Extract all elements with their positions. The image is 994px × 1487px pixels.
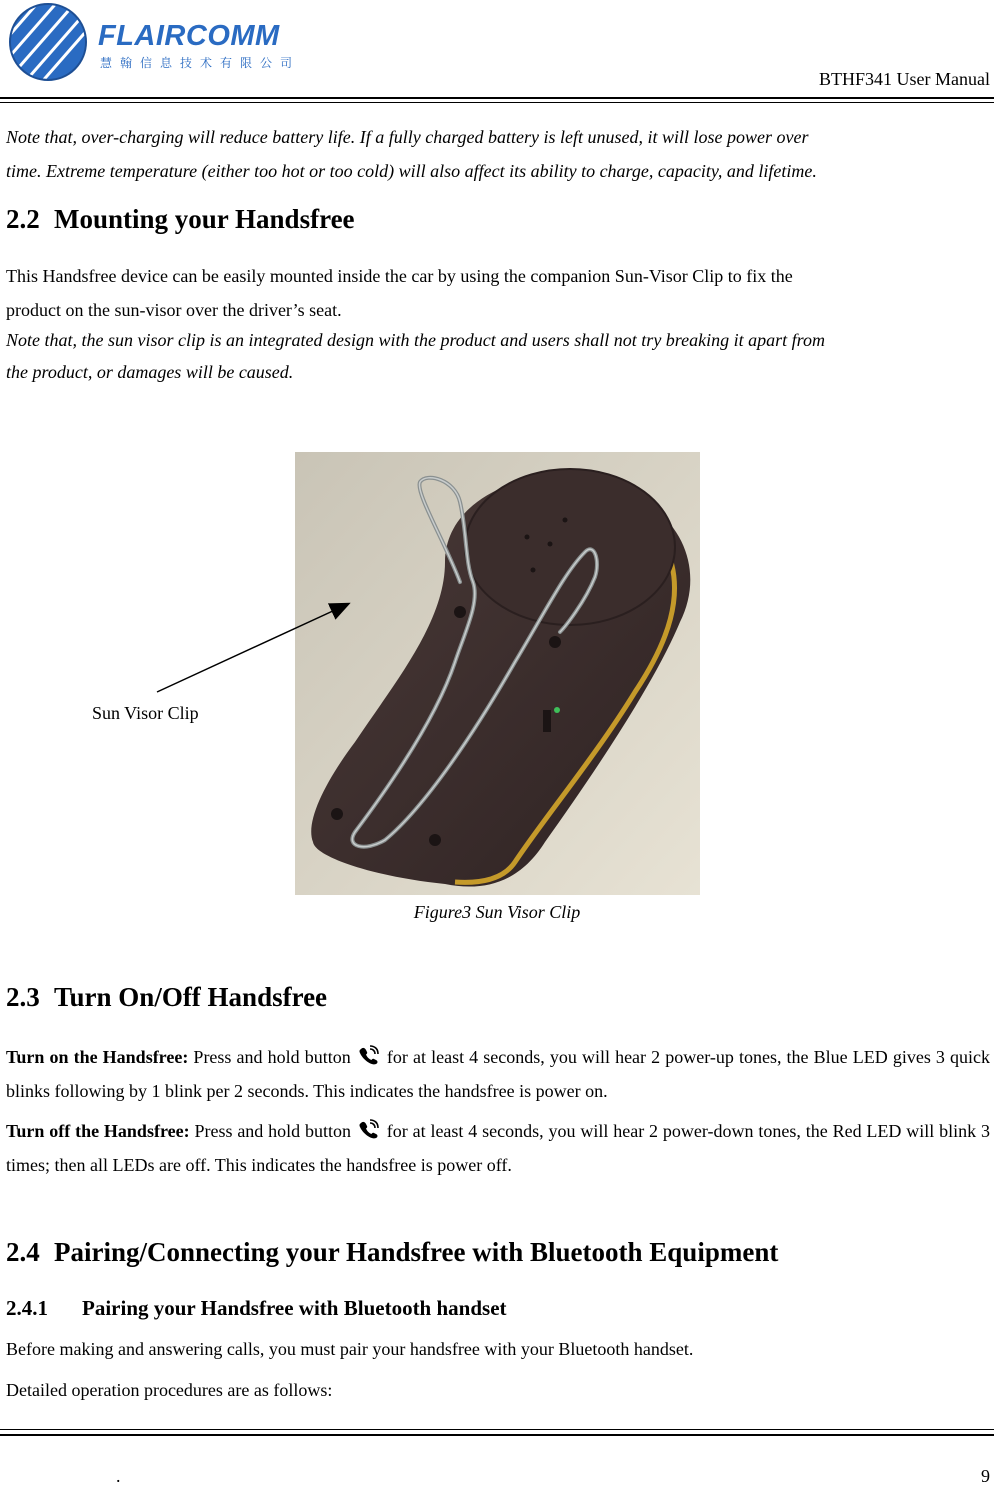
callout-arrow [0, 590, 360, 700]
section-2-4-1-heading [6, 1296, 507, 1321]
mounting-paragraph-line-2: product on the sun-visor over the driver’s seat. [6, 300, 342, 320]
mounting-note-line-1: Note that, the sun visor clip is an integrated design with the product and users shall not try breaking it apart from [6, 330, 825, 350]
section-title: Turn On/Off Handsfree [54, 982, 328, 1012]
footer-rule-thin [0, 1429, 994, 1430]
intro-note-line-2: time. Extreme temperature (either too hot or too cold) will also affect its ability to charge, capacity, and lifetime. [6, 161, 817, 181]
header-rule-thin [0, 102, 994, 103]
footer-rule-thick [0, 1434, 994, 1436]
callout-label: Sun Visor Clip [92, 703, 199, 723]
section-2-2-heading [6, 204, 355, 235]
section-title: Mounting your Handsfree [54, 204, 355, 234]
phone-handset-icon [358, 1045, 380, 1065]
turn-on-paragraph [6, 1040, 990, 1108]
figure-caption: Figure3 Sun Visor Clip [413, 902, 581, 922]
mounting-note-line-2: the product, or damages will be caused. [6, 362, 294, 382]
document-title: BTHF341 User Manual [819, 69, 990, 89]
turn-off-paragraph [6, 1114, 990, 1182]
logo-chinese-name: 慧翰信息技术有限公司 [100, 56, 301, 70]
page-number: 9 [981, 1466, 990, 1486]
subsection-title: Pairing your Handsfree with Bluetooth handset [82, 1296, 507, 1320]
logo-wordmark: FLAIRCOMM [98, 20, 280, 52]
flaircomm-logo-icon [6, 2, 90, 82]
section-2-4-heading [6, 1237, 778, 1268]
turn-on-text-b: for at least 4 seconds, you will hear 2 power-up tones, the Blue LED gives 3 quick blinks following by 1 blink per 2 seconds. This indicates the handsfree is power on. [6, 1047, 991, 1101]
pairing-paragraph-1: Before making and answering calls, you must pair your handsfree with your Bluetooth handset. [6, 1339, 694, 1359]
turn-off-text-a: Press and hold button [189, 1121, 356, 1141]
header-rule-thick [0, 97, 994, 99]
footer-dot: . [116, 1466, 121, 1486]
section-number: 2.3 [6, 982, 40, 1012]
turn-off-text-b: for at least 4 seconds, you will hear 2 power-down tones, the Red LED will blink 3 times; then all LEDs are off. This indicates the handsfree is power off. [6, 1121, 991, 1175]
section-number: 2.4 [6, 1237, 40, 1267]
pairing-paragraph-2: Detailed operation procedures are as follows: [6, 1380, 333, 1400]
turn-off-lead: Turn off the Handsfree: [6, 1121, 190, 1141]
section-title: Pairing/Connecting your Handsfree with Bluetooth Equipment [54, 1237, 779, 1267]
subsection-number: 2.4.1 [6, 1296, 48, 1320]
phone-handset-icon [358, 1119, 380, 1139]
section-2-3-heading [6, 982, 327, 1013]
turn-on-text-a: Press and hold button [188, 1047, 356, 1067]
section-number: 2.2 [6, 204, 40, 234]
intro-note-line-1: Note that, over-charging will reduce battery life. If a fully charged battery is left unused, it will lose power over [6, 127, 809, 147]
mounting-paragraph-line-1: This Handsfree device can be easily mounted inside the car by using the companion Sun-Visor Clip to fix the [6, 266, 793, 286]
turn-on-lead: Turn on the Handsfree: [6, 1047, 189, 1067]
